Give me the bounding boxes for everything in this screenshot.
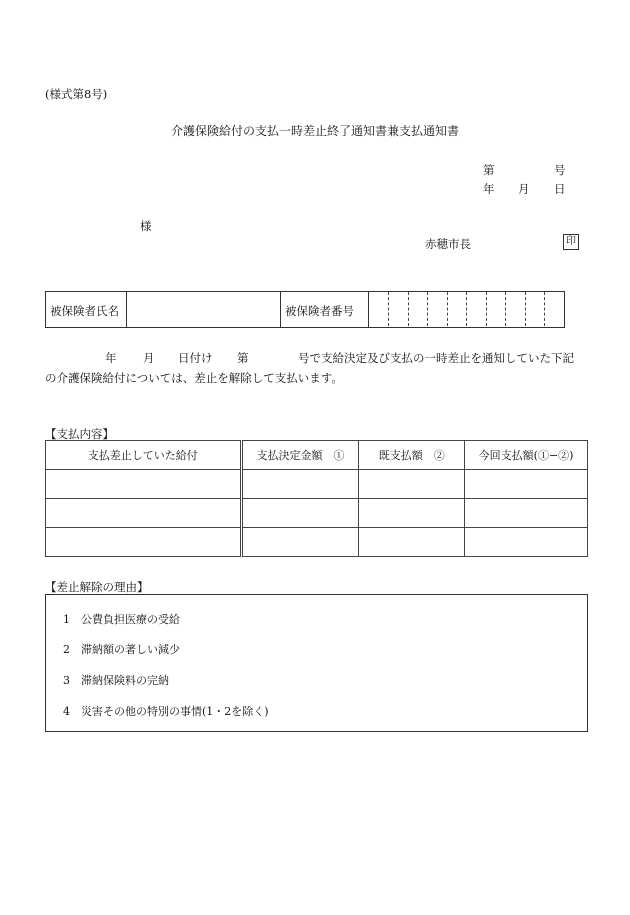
column-header: 支払差止していた給付 [46,441,242,470]
date-day: 日 [554,182,566,196]
seal-mark: 印 [563,234,579,250]
table-cell[interactable] [241,470,359,499]
table-cell[interactable] [359,499,465,528]
insured-name-field[interactable] [127,292,279,327]
document-title: 介護保険給付の支払一時差止終了通知書兼支払通知書 [170,124,459,138]
body-month: 月 [143,351,155,365]
table-cell[interactable] [241,528,359,557]
body-line2: の介護保険給付については、差止を解除して支払います。 [45,371,343,385]
body-line1-rest: 号で支給決定及び支払の一時差止を通知していた下記 [298,351,574,365]
digit-divider [544,292,545,326]
digit-divider [388,292,389,326]
table-cell[interactable] [359,528,465,557]
table-cell[interactable] [241,499,359,528]
digit-divider [525,292,526,326]
table-cell[interactable] [46,470,242,499]
body-dai: 第 [237,351,249,365]
issuer-name: 赤穂市長 [425,237,471,251]
column-header: 支払決定金額 ① [241,441,359,470]
table-row [46,499,588,528]
body-year: 年 [105,351,117,365]
table-header-row [46,441,588,470]
form-number: (様式第8号) [45,87,108,101]
reason-section-heading: 【差止解除の理由】 [45,580,149,594]
digit-divider [408,292,409,326]
table-cell[interactable] [359,470,465,499]
date-year: 年 [483,182,495,196]
payment-table [45,440,588,557]
table-row [46,470,588,499]
payment-section-heading: 【支払内容】 [45,427,114,441]
insured-number-field[interactable] [370,292,564,327]
recipient-honorific: 様 [140,219,152,233]
table-cell[interactable] [46,499,242,528]
insured-name-label: 被保険者氏名 [50,304,119,318]
digit-divider [427,292,428,326]
table-row [46,528,588,557]
digit-divider [486,292,487,326]
column-header: 今回支払額(①−②) [465,441,588,470]
table-cell[interactable] [465,470,588,499]
table-cell[interactable] [465,499,588,528]
digit-divider [466,292,467,326]
reason-item: 1 公費負担医療の受給 [63,613,180,626]
digit-divider [447,292,448,326]
doc-number-suffix: 号 [554,163,566,177]
date-month: 月 [518,182,530,196]
table-cell[interactable] [46,528,242,557]
reason-item: 2 滞納額の著しい減少 [63,643,180,656]
reason-item: 3 滞納保険料の完納 [63,674,169,687]
table-cell[interactable] [465,528,588,557]
reason-item: 4 災害その他の特別の事情(1・2を除く) [63,705,269,718]
column-header: 既支払額 ② [359,441,465,470]
doc-number-prefix: 第 [483,163,495,177]
insured-number-label: 被保険者番号 [285,304,354,318]
digit-divider [505,292,506,326]
body-dated: 日付け [178,351,213,365]
